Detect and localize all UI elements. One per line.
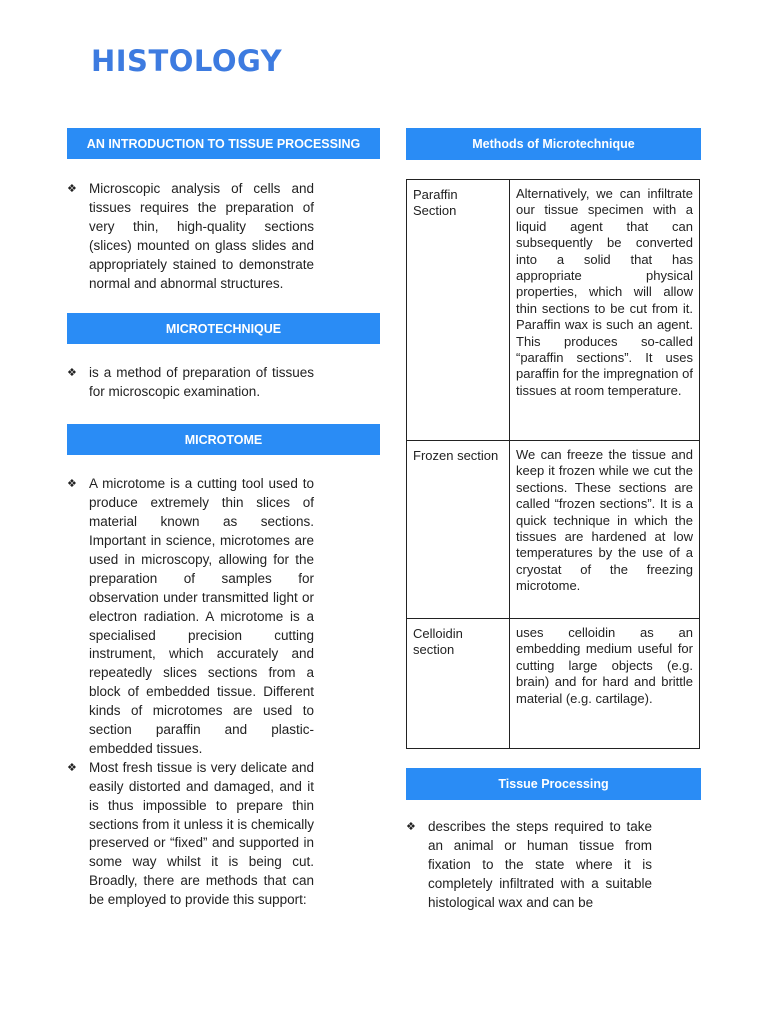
left-column	[67, 128, 380, 910]
diamond-bullet-icon: ❖	[67, 182, 77, 195]
diamond-bullet-icon: ❖	[406, 820, 416, 833]
microtechnique-list	[67, 364, 314, 402]
diamond-bullet-icon: ❖	[67, 366, 77, 380]
list-item	[67, 759, 314, 910]
processing-list	[406, 818, 652, 913]
page-title: HISTOLOGY	[91, 44, 283, 78]
bullet-text: describes the steps required to take an animal or human tissue from fixation to the state where it is completely infiltrated with a suitable histological wax and can be	[428, 819, 652, 910]
section-heading-intro: AN INTRODUCTION TO TISSUE PROCESSING	[67, 128, 380, 159]
intro-list	[67, 180, 314, 293]
list-item	[67, 364, 314, 402]
bullet-text: Most fresh tissue is very delicate and easily distorted and damaged, and it is thus impossible to prepare thin sections from it unless it is chemically preserved or “fixed” and supported in some way whilst it is being cut. Broadly, there are methods that can be employed to provide this support:	[89, 759, 314, 908]
list-item	[406, 818, 652, 913]
method-name: Paraffin Section	[407, 180, 510, 441]
section-heading-tissue-processing: Tissue Processing	[406, 768, 701, 800]
list-item	[67, 180, 314, 293]
method-description: Alternatively, we can infiltrate our tissue specimen with a liquid agent that can subsequently be converted into a solid that has appropriate physical properties, which will allow thin sections to be cut from it. Paraffin wax is such an agent. This produces so-called “paraffin sections”. It uses paraffin for the impregnation of tissues at room temperature.	[510, 180, 700, 441]
method-name: Frozen section	[407, 441, 510, 619]
method-description: We can freeze the tissue and keep it frozen while we cut the sections. These sections are called “frozen sections”. It is a quick technique in which the tissues are hardened at low temperatures by the use of a cryostat of the freezing microtome.	[510, 441, 700, 619]
microtome-list	[67, 475, 314, 910]
table-row	[407, 180, 700, 441]
methods-table	[406, 179, 700, 749]
right-column	[406, 128, 701, 913]
list-item	[67, 475, 314, 759]
section-heading-microtome: MICROTOME	[67, 424, 380, 455]
diamond-bullet-icon: ❖	[67, 760, 77, 774]
bullet-text: Microscopic analysis of cells and tissues requires the preparation of very thin, high-quality sections (slices) mounted on glass slides and appropriately stained to demonstrate normal and abnormal structures.	[89, 181, 314, 291]
diamond-bullet-icon: ❖	[67, 477, 77, 491]
bullet-text: A microtome is a cutting tool used to produce extremely thin slices of material known as sections. Important in science, microtomes are used in microscopy, allowing for the preparation of samples for observation under transmitted light or electron radiation. A microtome is a specialised precision cutting instrument, which accurately and repeatedly slices sections from a block of embedded tissue. Different kinds of microtomes are used to section paraffin and plastic-embedded tissues.	[89, 476, 314, 756]
bullet-text: is a method of preparation of tissues for microscopic examination.	[89, 365, 314, 400]
table-row	[407, 441, 700, 619]
method-name: Celloidin section	[407, 619, 510, 749]
method-description: uses celloidin as an embedding medium useful for cutting large objects (e.g. brain) and for hard and brittle material (e.g. cartilage).	[510, 619, 700, 749]
section-heading-microtechnique: MICROTECHNIQUE	[67, 313, 380, 344]
table-row	[407, 619, 700, 749]
section-heading-methods: Methods of Microtechnique	[406, 128, 701, 160]
